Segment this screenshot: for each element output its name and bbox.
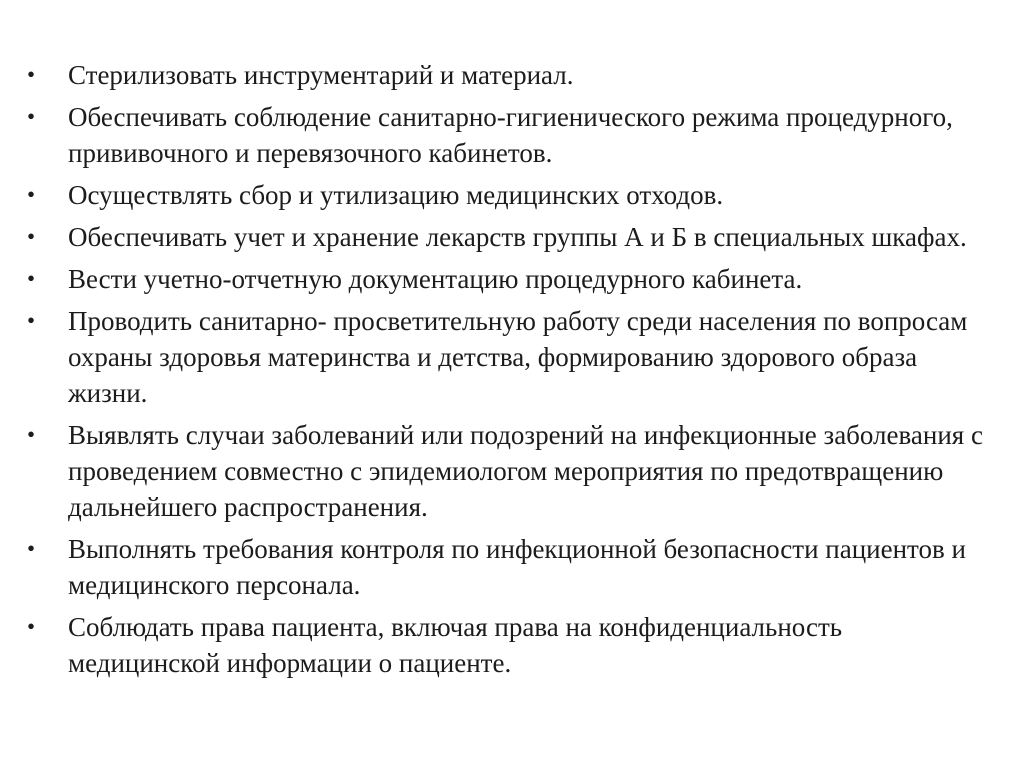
bullet-icon: • bbox=[27, 104, 36, 129]
list-item-text: Обеспечивать соблюдение санитарно-гигиенического режима процедурного, прививочного и перевязочного кабинетов. bbox=[68, 102, 953, 168]
bullet-icon: • bbox=[27, 266, 36, 291]
bullet-icon: • bbox=[27, 182, 36, 207]
bullet-list bbox=[27, 57, 987, 687]
list-item bbox=[27, 177, 987, 213]
list-item-text: Соблюдать права пациента, включая права на конфиденциальность медицинской информации о пациенте. bbox=[68, 612, 843, 678]
list-item-text: Выполнять требования контроля по инфекционной безопасности пациентов и медицинского персонала. bbox=[68, 534, 966, 600]
list-item-text: Осуществлять сбор и утилизацию медицинских отходов. bbox=[68, 180, 724, 210]
list-item bbox=[27, 609, 987, 681]
bullet-icon: • bbox=[27, 308, 36, 333]
bullet-icon: • bbox=[27, 62, 36, 87]
list-item-text: Выявлять случаи заболеваний или подозрений на инфекционные заболевания с проведением совместно с эпидемиологом мероприятия по предотвращению дальнейшего распространения. bbox=[68, 420, 983, 522]
list-item bbox=[27, 303, 987, 411]
list-item bbox=[27, 417, 987, 525]
list-item-text: Проводить санитарно- просветительную работу среди населения по вопросам охраны здоровья материнства и детства, формированию здорового образа жизни. bbox=[68, 306, 968, 408]
list-item-text: Стерилизовать инструментарий и материал. bbox=[68, 60, 574, 90]
bullet-icon: • bbox=[27, 614, 36, 639]
bullet-icon: • bbox=[27, 536, 36, 561]
bullet-icon: • bbox=[27, 224, 36, 249]
list-item bbox=[27, 261, 987, 297]
list-item bbox=[27, 531, 987, 603]
list-item bbox=[27, 99, 987, 171]
list-item bbox=[27, 57, 987, 93]
list-item-text: Обеспечивать учет и хранение лекарств группы А и Б в специальных шкафах. bbox=[68, 222, 967, 252]
list-item-text: Вести учетно-отчетную документацию процедурного кабинета. bbox=[68, 264, 803, 294]
bullet-icon: • bbox=[27, 422, 36, 447]
list-item bbox=[27, 219, 987, 255]
